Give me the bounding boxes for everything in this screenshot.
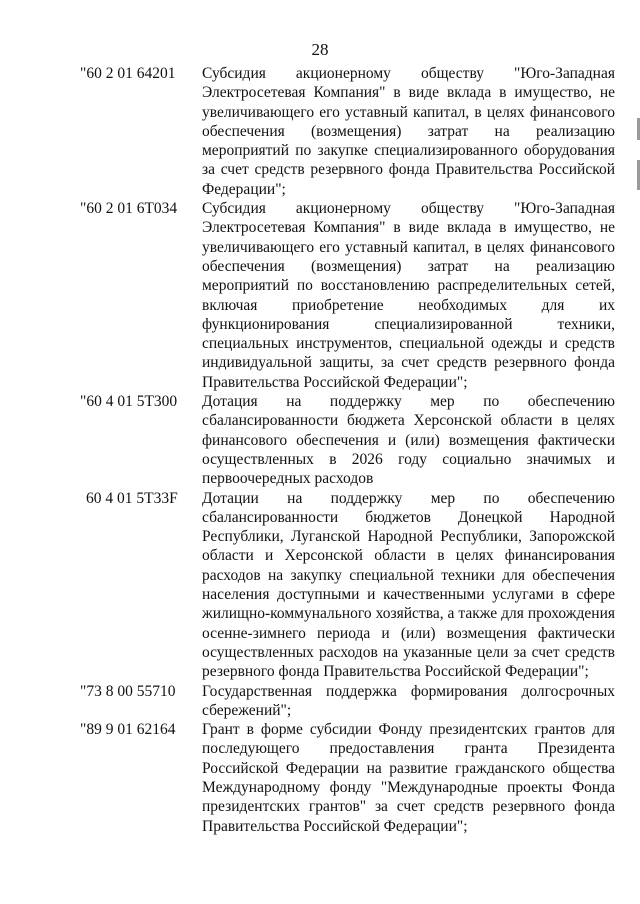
list-item	[80, 489, 615, 682]
list-item	[80, 199, 615, 392]
budget-code-list	[80, 64, 615, 836]
budget-code-description: Грант в форме субсидии Фонду президентских грантов для последующего предоставления гранта Президента Российской Федерации на развитие гражданского общества Международному фонду "Международные проекты Фонда президентских грантов" за счет средств резервного фонда Правительства Российской Федерации";	[202, 721, 615, 835]
list-item	[80, 64, 615, 199]
budget-code: "60 4 01 5Т300	[80, 393, 178, 411]
list-item	[80, 720, 615, 836]
budget-code: 60 4 01 5Т33F	[86, 489, 178, 507]
budget-code: "60 2 01 6Т034	[80, 200, 178, 218]
budget-code: "73 8 00 55710	[80, 682, 176, 700]
budget-code-description: Субсидия акционерному обществу "Юго-Западная Электросетевая Компания" в виде вклада в имущество, не увеличивающего его уставный капитал, в целях финансового обеспечения (возмещения) затрат на реализацию мероприятий по закупке специализированного оборудования за счет средств резервного фонда Правительства Российской Федерации";	[202, 65, 615, 198]
page-number: 28	[311, 40, 329, 59]
budget-code: "60 2 01 64201	[80, 65, 176, 82]
budget-code-description: Дотации на поддержку мер по обеспечению сбалансированности бюджетов Донецкой Народной Республики, Луганской Народной Республики, Запорожской области и Херсонской области в целях финансирования расходов на закупку специальной техники для обеспечения населения доступными и качественными услугами в сфере жилищно-коммунального хозяйства, а также для прохождения осенне-зимнего периода и (или) возмещения фактически осуществленных расходов на указанные цели за счет средств резервного фонда Правительства Российской Федерации";	[202, 489, 615, 681]
budget-code: "89 9 01 62164	[80, 721, 176, 739]
budget-code-description: Субсидия акционерному обществу "Юго-Западная Электросетевая Компания" в виде вклада в имущество, не увеличивающего его уставный капитал, в целях финансового обеспечения (возмещения) затрат на реализацию мероприятий по восстановлению распределительных сетей, включая приобретение необходимых для их функционирования специализированной техники, специальных инструментов, специальной одежды и средств индивидуальной защиты, за счет средств резервного фонда Правительства Российской Федерации";	[202, 200, 615, 391]
budget-code-description: Дотация на поддержку мер по обеспечению сбалансированности бюджета Херсонской области в целях финансового обеспечения и (или) возмещения фактически осуществленных в 2026 году социально значимых и первоочередных расходов	[202, 393, 615, 488]
list-item	[80, 682, 615, 721]
list-item	[80, 392, 615, 488]
budget-code-description: Государственная поддержка формирования долгосрочных сбережений";	[202, 682, 615, 719]
